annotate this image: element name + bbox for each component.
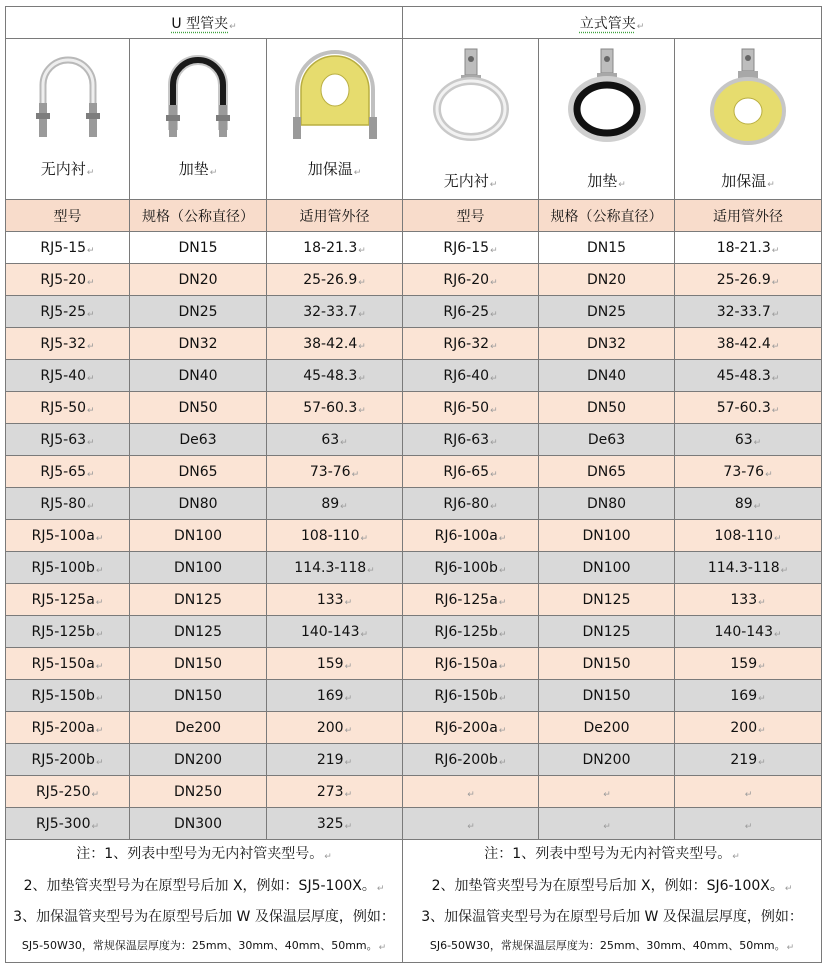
table-row [6,296,822,328]
table-cell [539,680,675,712]
table-cell [403,712,539,744]
cell-text: 159 [730,655,758,672]
table-cell [539,808,675,840]
u-caption-plain: 无内衬 ↵ [6,158,129,179]
cell-text: DN40 [586,367,627,384]
table-cell [6,424,130,456]
table-cell [130,392,267,424]
table-cell [675,296,822,328]
table-cell [539,552,675,584]
u-clamp-plain-cell [6,39,130,200]
cell-text: DN300 [174,815,222,832]
cell-text: DN100 [582,559,631,576]
cell-text: 133 [730,591,758,608]
table-cell [6,488,130,520]
cell-text: RJ6-80 [443,495,490,512]
table-cell [675,808,822,840]
cell-text: RJ5-125a [31,591,95,608]
note-line: 2、加垫管夹型号为在原型号后加 X，例如：SJ5-100X。 ↵ [6,872,402,904]
cell-text: 89 [321,495,340,512]
cell-text: RJ6-63 [443,431,490,448]
v-clamp-insulated-cell [675,39,822,200]
v-caption-insulated: 加保温 ↵ [675,170,821,191]
cell-text: DN100 [174,527,222,544]
table-cell [675,488,822,520]
table-cell [130,584,267,616]
table-cell [6,776,130,808]
table-row [6,808,822,840]
table-row [6,744,822,776]
cell-text: RJ6-100b [434,559,498,576]
cell-text: 114.3-118 [707,559,780,576]
table-cell [675,264,822,296]
table-cell [267,264,403,296]
table-cell [403,680,539,712]
notes-row [6,840,822,963]
cell-text: RJ5-100b [31,559,95,576]
col-header: 适用管外径 [267,200,403,232]
note-line: 3、加保温管夹型号为在原型号后加 W 及保温层厚度，例如： [13,909,395,925]
product-image-row [6,39,822,200]
table-cell [6,712,130,744]
table-cell [675,392,822,424]
cell-text: 140-143 [714,623,773,640]
table-cell [267,616,403,648]
table-row [6,552,822,584]
cell-text: 169 [316,687,344,704]
table-cell [539,520,675,552]
notes-right [403,840,822,963]
cell-text: DN100 [174,559,222,576]
cell-text: 169 [730,687,758,704]
cell-text: 32-33.7 [716,303,771,320]
table-row [6,424,822,456]
cell-text: 57-60.3 [716,399,771,416]
table-row [6,232,822,264]
cell-text: 89 [734,495,753,512]
vertical-clamp-group-title: 立式管夹 ↵ [403,7,822,39]
table-cell [6,744,130,776]
cell-text: 159 [316,655,344,672]
table-cell [130,296,267,328]
table-cell [130,648,267,680]
cell-text: DN125 [174,591,222,608]
table-row [6,328,822,360]
table-cell [403,424,539,456]
v-caption-padded: 加垫 ↵ [539,170,674,191]
cell-text: RJ5-32 [40,335,87,352]
table-cell [6,680,130,712]
table-cell [267,584,403,616]
u-clamp-insulated-cell [267,39,403,200]
table-cell [675,360,822,392]
cell-text: RJ5-63 [40,431,87,448]
cell-text: 18-21.3 [303,239,358,256]
table-cell [539,616,675,648]
table-cell [403,520,539,552]
table-cell [403,360,539,392]
spec-table [5,6,822,963]
table-cell [130,552,267,584]
cell-text: DN50 [178,399,218,416]
table-row [6,712,822,744]
col-header: 规格（公称直径） [130,200,267,232]
table-cell [539,232,675,264]
table-cell [675,648,822,680]
cell-text: DN25 [178,303,218,320]
cell-text: RJ5-25 [40,303,87,320]
table-cell [675,712,822,744]
note-line: SJ5-50W30，常规保温层厚度为：25mm、30mm、40mm、50mm。 ↵ [6,932,402,963]
cell-text: De200 [583,719,630,736]
cell-text: 45-48.3 [716,367,771,384]
cell-text: RJ5-200b [31,751,95,768]
table-cell [267,296,403,328]
table-cell [539,456,675,488]
table-cell [6,264,130,296]
cell-text: 25-26.9 [303,271,358,288]
cell-text: RJ5-150b [31,687,95,704]
table-cell [267,712,403,744]
table-cell [539,360,675,392]
u-clamp-plain-image [23,45,113,145]
table-cell [6,584,130,616]
table-cell [675,680,822,712]
cell-text: 73-76 [309,463,351,480]
cell-text: DN50 [586,399,627,416]
cell-text: RJ6-50 [443,399,490,416]
table-cell [539,264,675,296]
cell-text: DN250 [174,783,222,800]
u-clamp-insulated-image [285,45,385,145]
table-cell [403,776,539,808]
cell-text: 18-21.3 [716,239,771,256]
cell-text: DN125 [582,591,631,608]
table-cell [6,360,130,392]
cell-text: DN150 [582,687,631,704]
u-clamp-group-title: U 型管夹 ↵ [6,7,403,39]
cell-text: 57-60.3 [303,399,358,416]
cell-text: RJ5-15 [40,239,87,256]
cell-text: 219 [730,751,758,768]
table-cell [267,392,403,424]
table-cell [403,552,539,584]
cell-text: DN32 [178,335,218,352]
cell-text: RJ6-150a [434,655,498,672]
table-cell [6,648,130,680]
col-header: 规格（公称直径） [539,200,675,232]
cell-text: RJ5-300 [35,815,91,832]
table-row [6,584,822,616]
cell-text: DN200 [174,751,222,768]
table-cell [267,648,403,680]
cell-text: RJ6-65 [443,463,490,480]
table-cell [6,616,130,648]
table-cell [267,744,403,776]
cell-text: RJ5-125b [31,623,95,640]
cell-text: RJ6-32 [443,335,490,352]
cell-text: DN80 [586,495,627,512]
col-header: 适用管外径 [675,200,822,232]
cell-text: RJ5-50 [40,399,87,416]
col-header: 型号 [403,200,539,232]
cell-text: RJ6-20 [443,271,490,288]
v-caption-plain: 无内衬 ↵ [403,170,538,191]
cell-text: RJ6-15 [443,239,490,256]
cell-text: DN40 [178,367,218,384]
table-cell [403,456,539,488]
table-cell [267,488,403,520]
table-cell [267,360,403,392]
cell-text: RJ6-150b [434,687,498,704]
cell-text: RJ5-100a [31,527,95,544]
cell-text: RJ6-200a [434,719,498,736]
cell-text: RJ5-200a [31,719,95,736]
table-cell [403,584,539,616]
table-cell [539,584,675,616]
table-cell [403,648,539,680]
cell-text: RJ5-250 [35,783,91,800]
cell-text: DN32 [586,335,627,352]
cell-text: DN125 [174,623,222,640]
table-cell [403,616,539,648]
cell-text: DN125 [582,623,631,640]
col-header: 型号 [6,200,130,232]
table-cell [130,360,267,392]
table-cell [539,424,675,456]
table-row [6,264,822,296]
table-cell [675,552,822,584]
v-clamp-padded-image [557,45,657,155]
table-cell [267,424,403,456]
cell-text: 63 [734,431,753,448]
cell-text: 133 [316,591,344,608]
table-cell [539,744,675,776]
cell-text: 140-143 [300,623,360,640]
table-cell [130,712,267,744]
table-row [6,456,822,488]
table-cell [130,264,267,296]
cell-text: RJ5-20 [40,271,87,288]
cell-text: RJ6-125b [434,623,498,640]
table-cell [539,776,675,808]
cell-text: De63 [587,431,626,448]
cell-text: DN25 [586,303,627,320]
table-cell [675,584,822,616]
table-cell [130,456,267,488]
table-cell [675,520,822,552]
table-cell [539,392,675,424]
cell-text: DN150 [582,655,631,672]
u-clamp-padded-image [153,45,243,145]
cell-text: DN20 [178,271,218,288]
cell-text: DN15 [586,239,627,256]
cell-text: RJ5-40 [40,367,87,384]
table-cell [6,456,130,488]
table-cell [267,520,403,552]
cell-text: 108-110 [714,527,773,544]
cell-text: 38-42.4 [716,335,771,352]
table-cell [130,424,267,456]
note-line: 3、加保温管夹型号为在原型号后加 W 及保温层厚度，例如： [421,909,803,925]
table-cell [403,328,539,360]
cell-text: DN150 [174,687,222,704]
table-cell [130,744,267,776]
cell-text: DN200 [582,751,631,768]
cell-text: 200 [730,719,758,736]
cell-text: RJ6-100a [434,527,498,544]
table-cell [130,520,267,552]
table-row [6,648,822,680]
cell-text: 200 [316,719,344,736]
table-cell [6,392,130,424]
cell-text: DN80 [178,495,218,512]
cell-text: De200 [174,719,222,736]
table-cell [403,488,539,520]
table-cell [130,328,267,360]
cell-text: RJ5-150a [31,655,95,672]
cell-text: 63 [321,431,340,448]
table-cell [267,776,403,808]
table-cell [267,552,403,584]
cell-text: 32-33.7 [303,303,358,320]
note-line: SJ6-50W30，常规保温层厚度为：25mm、30mm、40mm、50mm。 ↵ [403,932,821,963]
table-cell [403,232,539,264]
table-cell [6,520,130,552]
cell-text: DN65 [586,463,627,480]
cell-text: RJ6-25 [443,303,490,320]
table-cell [675,776,822,808]
note-line: 注：1、列表中型号为无内衬管夹型号。 ↵ [6,840,402,872]
cell-text: 45-48.3 [303,367,358,384]
table-cell [6,296,130,328]
table-cell [675,744,822,776]
table-cell [267,456,403,488]
cell-text: DN20 [586,271,627,288]
table-cell [403,264,539,296]
table-row [6,520,822,552]
u-caption-padded: 加垫 ↵ [130,158,266,179]
column-header-row [6,200,822,232]
table-cell [267,808,403,840]
cell-text: RJ5-65 [40,463,87,480]
table-row [6,488,822,520]
table-row [6,616,822,648]
cell-text: RJ6-200b [434,751,498,768]
table-cell [130,680,267,712]
cell-text: 325 [316,815,344,832]
table-cell [6,328,130,360]
cell-text: RJ5-80 [40,495,87,512]
cell-text: DN100 [582,527,631,544]
table-cell [130,776,267,808]
table-cell [675,616,822,648]
cell-text: RJ6-40 [443,367,490,384]
cell-text: 73-76 [723,463,765,480]
cell-text: RJ6-125a [434,591,498,608]
table-cell [539,488,675,520]
table-cell [403,744,539,776]
table-cell [267,328,403,360]
cell-text: DN150 [174,655,222,672]
table-cell [403,296,539,328]
table-row [6,392,822,424]
v-clamp-plain-image [421,45,521,155]
cell-text: 38-42.4 [303,335,358,352]
cell-text: 219 [316,751,344,768]
table-cell [539,328,675,360]
table-cell [6,552,130,584]
table-cell [403,808,539,840]
table-cell [539,648,675,680]
cell-text: DN65 [178,463,218,480]
cell-text: De63 [179,431,217,448]
table-row [6,776,822,808]
u-clamp-padded-cell [130,39,267,200]
v-clamp-padded-cell [539,39,675,200]
table-cell [539,712,675,744]
note-line: 2、加垫管夹型号为在原型号后加 X，例如：SJ6-100X。 ↵ [403,872,821,904]
table-cell [675,232,822,264]
v-clamp-plain-cell [403,39,539,200]
cell-text: 25-26.9 [716,271,771,288]
cell-text: 114.3-118 [294,559,367,576]
u-caption-insulated: 加保温 ↵ [267,158,402,179]
table-cell [6,232,130,264]
table-cell [267,680,403,712]
table-cell [267,232,403,264]
table-cell [6,808,130,840]
table-row [6,680,822,712]
cell-text: DN15 [178,239,218,256]
table-cell [403,392,539,424]
table-cell [130,488,267,520]
table-row [6,360,822,392]
cell-text: 108-110 [300,527,360,544]
table-cell [539,296,675,328]
table-cell [130,808,267,840]
table-cell [130,232,267,264]
notes-left [6,840,403,963]
v-clamp-insulated-image [698,45,798,155]
table-cell [130,616,267,648]
cell-text: 273 [316,783,344,800]
table-cell [675,328,822,360]
table-cell [675,456,822,488]
note-line: 注：1、列表中型号为无内衬管夹型号。 ↵ [403,840,821,872]
table-cell [675,424,822,456]
group-header-row [6,7,822,39]
